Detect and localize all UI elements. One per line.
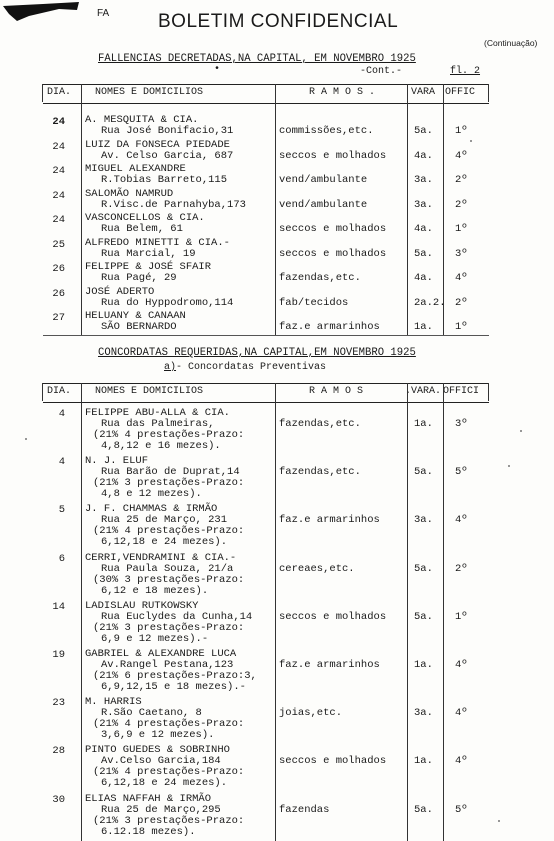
row-day: 24: [52, 116, 65, 128]
row-officio: 1º: [455, 125, 468, 137]
row-name: N. J. ELUF: [85, 455, 149, 468]
row-ramo: commissões,etc.: [279, 125, 374, 137]
row-address: Av. Celso Garcia, 687: [101, 149, 234, 162]
row-terms: (21% 3 prestações-Prazo:: [93, 814, 245, 827]
row-terms: (21% 6 prestações-Prazo:3,: [93, 670, 257, 682]
row-officio: 4º: [455, 149, 468, 162]
row-day: 23: [52, 697, 65, 710]
table-row: [43, 261, 489, 285]
row-day: 24: [52, 165, 65, 177]
row-officio: 3º: [455, 418, 468, 430]
row-day: 24: [52, 189, 65, 202]
row-name: ALFREDO MINETTI & CIA.-: [85, 236, 230, 249]
row-ramo: fazendas,etc.: [279, 272, 361, 284]
row-day: 24: [52, 140, 65, 153]
row-address: Rua 25 de Março,295: [101, 803, 221, 816]
row-day: 6: [58, 552, 65, 565]
col-ramos: R A M O S .: [309, 87, 376, 98]
row-officio: 4º: [455, 514, 468, 527]
row-deadlines: 6,12,18 e 24 mezes).: [101, 536, 228, 549]
table-row: [43, 744, 489, 792]
row-address: Rua do Hyppodromo,114: [101, 296, 234, 309]
row-ramo: fazendas,etc.: [279, 466, 361, 479]
col-nomes: NOMES E DOMICILIOS: [95, 386, 204, 397]
row-address: R.São Caetano, 8: [101, 707, 202, 720]
row-officio: 4º: [455, 755, 468, 768]
col-nomes: NOMES E DOMICILIOS: [95, 87, 204, 98]
table-row: [43, 163, 489, 187]
row-officio: 5º: [455, 466, 468, 479]
row-address: Rua Barão de Duprat,14: [101, 466, 240, 479]
row-day: 4: [58, 408, 65, 420]
row-vara: 4a.: [414, 223, 433, 235]
row-deadlines: 4,8 e 12 mezes).: [101, 488, 202, 501]
row-address: R.Tobias Barreto,115: [101, 174, 228, 186]
row-officio: 1º: [455, 321, 468, 333]
section2-table: [43, 383, 489, 841]
row-name: M. HARRIS: [85, 696, 142, 709]
row-officio: 1º: [455, 610, 468, 623]
table-row: [43, 793, 489, 841]
row-ramo: seccos e molhados: [279, 755, 387, 768]
section2-subtitle: [164, 362, 326, 373]
table-row: [43, 114, 489, 138]
row-day: 30: [52, 793, 65, 806]
row-name: MIGUEL ALEXANDRE: [85, 163, 186, 175]
row-address: Rua Marcial, 19: [101, 247, 196, 260]
row-name: LADISLAU RUTKOWSKY: [85, 599, 199, 612]
row-vara: 3a.: [414, 198, 433, 211]
row-address: Rua Belem, 61: [101, 223, 183, 235]
table-row: [43, 286, 489, 310]
row-vara: 1a.: [414, 755, 433, 768]
section2-table-header: [43, 383, 489, 403]
row-terms: (30% 3 prestações-Prazo:: [93, 573, 245, 586]
section2-sub-text: - Concordatas Preventivas: [176, 362, 327, 373]
corner-ink-mark: [3, 2, 81, 22]
table-row: [43, 139, 489, 163]
table-row: [43, 552, 489, 600]
row-address: Rua das Palmeiras,: [101, 418, 215, 430]
row-name: FELIPPE & JOSÉ SFAIR: [85, 261, 212, 273]
row-vara: 1a.: [414, 418, 433, 430]
row-day: 26: [52, 287, 65, 300]
table-row: [43, 212, 489, 236]
row-officio: 4º: [455, 659, 468, 671]
row-vara: 5a.: [414, 466, 433, 479]
col-dia: DIA.: [47, 386, 72, 397]
row-address: Rua Pagé, 29: [101, 272, 177, 284]
row-officio: 2º: [455, 198, 468, 211]
page-title: BOLETIM CONFIDENCIAL: [158, 11, 399, 32]
table-row: [43, 188, 489, 212]
section2-title: CONCORDATAS REQUERIDAS,NA CAPITAL,EM NOVEMBRO 1925: [98, 347, 416, 359]
row-vara: 4a.: [414, 149, 433, 162]
row-ramo: vend/ambulante: [279, 174, 368, 186]
row-ramo: faz.e armarinhos: [279, 321, 380, 333]
row-terms: (21% 4 prestações-Prazo:: [93, 429, 245, 441]
section2-sub-letter: a): [164, 362, 177, 373]
row-name: A. MESQUITA & CIA.: [85, 114, 199, 126]
row-name: VASCONCELLOS & CIA.: [85, 212, 205, 224]
col-vara: VARA: [411, 87, 436, 98]
table-row: [43, 648, 489, 696]
row-day: 24: [52, 214, 65, 226]
row-terms: (21% 3 prestações-Prazo:: [93, 477, 245, 490]
col-officio: OFFICI: [443, 386, 480, 397]
col-dia: DIA.: [47, 87, 72, 98]
row-vara: 3a.: [414, 174, 433, 186]
row-officio: 2º: [455, 562, 468, 575]
row-day: 28: [52, 745, 65, 758]
row-deadlines: 6.12.18 mezes).: [101, 825, 196, 838]
row-ramo: fab/tecidos: [279, 296, 349, 309]
row-terms: (21% 4 prestações-Prazo:: [93, 766, 245, 779]
row-ramo: faz.e armarinhos: [279, 659, 380, 671]
col-officio: OFFIC: [445, 87, 476, 98]
row-deadlines: 4,8,12 e 16 mezes).: [101, 440, 221, 452]
section1-table-header: [43, 84, 489, 104]
row-day: 27: [52, 312, 65, 324]
row-address: SÃO BERNARDO: [101, 321, 177, 333]
section1-table: [43, 84, 489, 336]
row-name: J. F. CHAMMAS & IRMÃO: [85, 503, 218, 516]
row-ramo: faz.e armarinhos: [279, 514, 380, 527]
row-deadlines: 6,9 e 12 mezes).-: [101, 632, 209, 645]
row-terms: (21% 4 prestações-Prazo:: [93, 525, 245, 538]
table-row: [43, 600, 489, 648]
row-name: LUIZ DA FONSECA PIEDADE: [85, 138, 230, 151]
row-ramo: seccos e molhados: [279, 223, 387, 235]
row-terms: (21% 3 prestações-Prazo:: [93, 621, 245, 634]
col-vara: .VARA.: [405, 386, 442, 397]
row-officio: 4º: [455, 272, 468, 284]
table-row: [43, 455, 489, 503]
row-day: 19: [52, 649, 65, 661]
row-address: Av.Rangel Pestana,123: [101, 659, 234, 671]
row-name: HELUANY & CANAAN: [85, 310, 186, 322]
row-vara: 5a.: [414, 247, 433, 260]
row-address: Rua Paula Souza, 21/a: [101, 562, 234, 575]
table-row: [43, 237, 489, 261]
table-row: [43, 503, 489, 551]
row-ramo: fazendas,etc.: [279, 418, 361, 430]
row-vara: 5a.: [414, 562, 433, 575]
row-name: CERRI,VENDRAMINI & CIA.-: [85, 551, 237, 564]
row-day: 26: [52, 263, 65, 275]
row-vara: 4a.: [414, 272, 433, 284]
row-name: GABRIEL & ALEXANDRE LUCA: [85, 648, 237, 660]
col-ramos: R A M O S: [309, 386, 364, 397]
row-day: 4: [58, 456, 65, 469]
row-vara: 5a.: [414, 125, 433, 137]
row-deadlines: 6,9,12,15 e 18 mezes).-: [101, 681, 246, 693]
row-deadlines: 6,12 e 18 mezes).: [101, 584, 209, 597]
row-vara: 5a.: [414, 803, 433, 816]
table-row: [43, 310, 489, 334]
row-name: SALOMÃO NAMRUD: [85, 187, 174, 200]
row-ramo: fazendas: [279, 803, 330, 816]
row-deadlines: 6,12,18 e 24 mezes).: [101, 777, 228, 790]
row-name: PINTO GUEDES & SOBRINHO: [85, 744, 230, 757]
row-officio: 2º: [455, 296, 468, 309]
row-vara: 5a.: [414, 610, 433, 623]
row-address: Rua José Bonifacio,31: [101, 125, 234, 137]
row-address: Rua 25 de Março, 231: [101, 514, 228, 527]
row-vara: 3a.: [414, 514, 433, 527]
row-day: 25: [52, 238, 65, 251]
section1-cont-label: -Cont.-: [360, 66, 403, 77]
row-ramo: seccos e molhados: [279, 149, 387, 162]
row-vara: 2a.2.: [414, 296, 446, 309]
table-row: [43, 407, 489, 455]
row-officio: 3º: [455, 247, 468, 260]
row-terms: (21% 4 prestações-Prazo:: [93, 718, 245, 731]
row-name: FELIPPE ABU-ALLA & CIA.: [85, 407, 230, 419]
continuation-label: (Continuação): [484, 38, 538, 48]
row-officio: 1º: [455, 223, 468, 235]
row-ramo: seccos e molhados: [279, 610, 387, 623]
row-ramo: seccos e molhados: [279, 247, 387, 260]
row-vara: 1a.: [414, 659, 433, 671]
row-officio: 4º: [455, 707, 468, 720]
row-ramo: joias,etc.: [279, 707, 343, 720]
fa-label: FA: [97, 8, 110, 19]
row-name: JOSÉ ADERTO: [85, 285, 155, 298]
row-day: 5: [58, 504, 65, 517]
row-vara: 1a.: [414, 321, 433, 333]
section1-title: FALLENCIAS DECRETADAS,NA CAPITAL, EM NOVEMBRO 1925: [98, 53, 416, 65]
row-name: ELIAS NAFFAH & IRMÃO: [85, 792, 212, 805]
section1-dot: •: [214, 64, 221, 75]
row-address: Rua Euclydes da Cunha,14: [101, 610, 253, 623]
section1-folha-label: fl. 2: [450, 66, 481, 77]
row-officio: 2º: [455, 174, 468, 186]
row-ramo: vend/ambulante: [279, 198, 368, 211]
row-address: Av.Celso Garcia,184: [101, 755, 221, 768]
row-address: R.Visc.de Parnahyba,173: [101, 198, 246, 211]
row-ramo: cereaes,etc.: [279, 562, 355, 575]
table-row: [43, 696, 489, 744]
row-day: 14: [52, 600, 65, 613]
row-vara: 3a.: [414, 707, 433, 720]
row-deadlines: 3,6,9 e 12 mezes).: [101, 729, 215, 742]
row-officio: 5º: [455, 803, 468, 816]
